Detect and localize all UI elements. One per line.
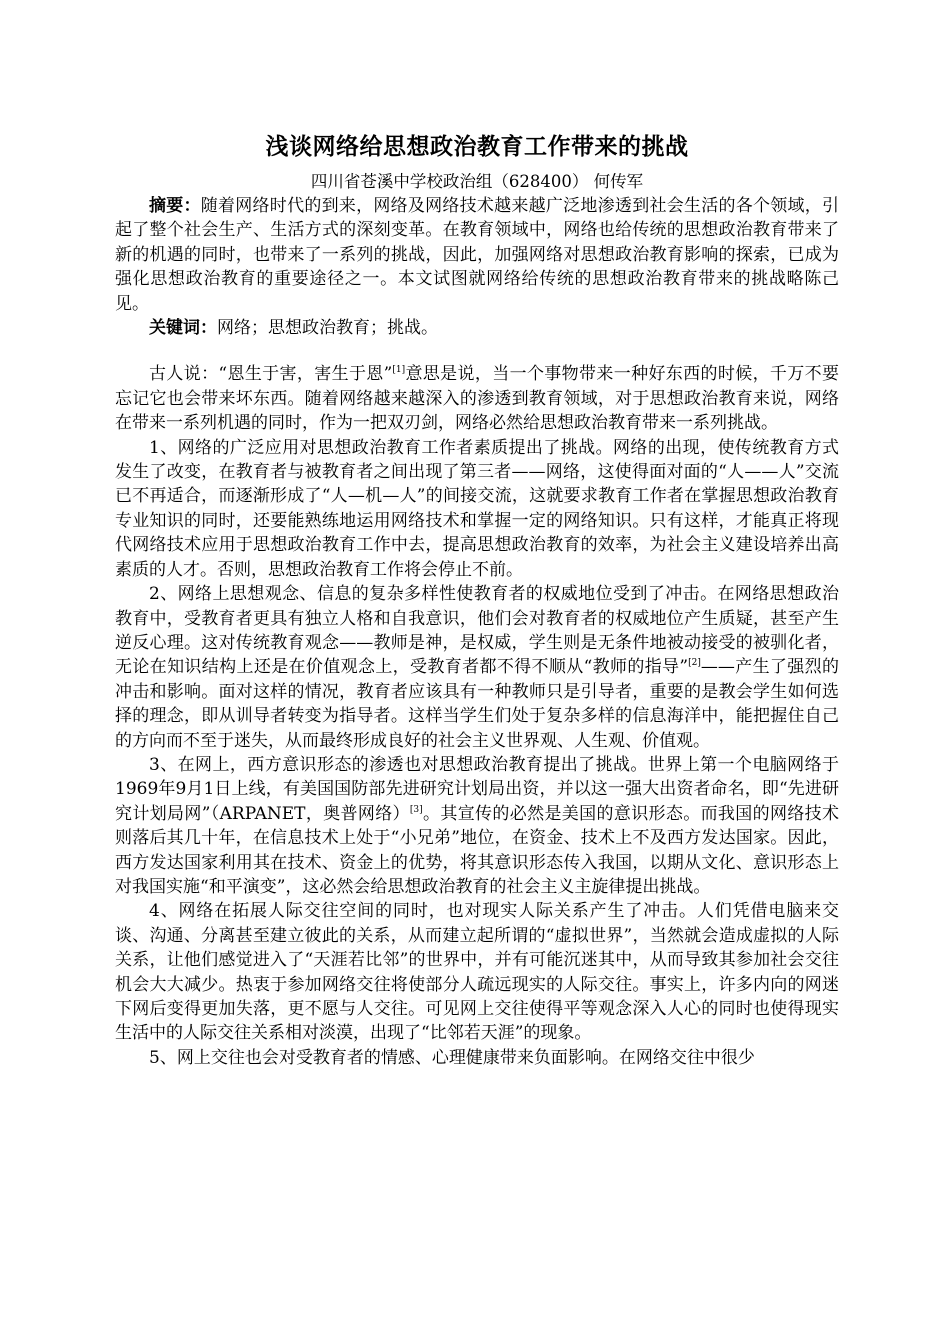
- paragraph-3-text-a: 3、在网上，西方意识形态的渗透也对思想政治教育提出了挑战。世界上第一个电脑网络于1969年9月1日上线，有美国国防部先进研究计划局出资，并以这一强大出资者命名，即“先进研究计划局网”（ARPANET，奥普网络）: [115, 754, 839, 824]
- paragraph-5: 5、网上交往也会对受教育者的情感、心理健康带来负面影响。在网络交往中很少: [149, 1047, 755, 1068]
- citation-ref-2: [2]: [688, 658, 701, 669]
- abstract-paragraph: [115, 194, 839, 316]
- paragraph-3-text-b: 。其宣传的必然是美国的意识形态。而我国的网络技术则落后其几十年，在信息技术上处于“小兄弟”地位，在资金、技术上不及西方发达国家。因此，西方发达国家利用其在技术、资金上的优势，将其意识形态传入我国，以期从文化、意识形态上对我国实施“和平演变”，这必然会给思想政治教育的社会主义主旋律提出挑战。: [115, 803, 840, 897]
- paragraph-2-text-b: ——产生了强烈的冲击和影响。面对这样的情况，教育者应该具有一种教师只是引导者，重要的是教会学生如何选择的理念，即从训导者转变为指导者。这样当学生们处于复杂多样的信息海洋中，能把握住自己的方向而不至于迷失，从而最终形成良好的社会主义世界观、人生观、价值观。: [115, 657, 839, 751]
- intro-paragraph: [115, 362, 839, 435]
- document-page: [115, 130, 839, 1070]
- intro-text-a: 古人说：“恩生于害，害生于恩”: [149, 364, 393, 385]
- keywords-label: 关键词：: [149, 318, 217, 339]
- abstract-label: 摘要：: [149, 196, 201, 216]
- keywords-paragraph: [115, 316, 839, 340]
- section-spacer: [115, 340, 839, 362]
- citation-ref-1: [1]: [392, 365, 406, 376]
- intro-text-b: 意思是说，当一个事物带来一种好东西的时候，千万不要忘记它也会带来坏东西。随着网络越来越深入的渗透到教育领域，对于思想政治教育来说，网络在带来一系列机遇的同时，作为一把双刃剑，网络必然给思想政治教育带来一系列挑战。: [115, 364, 839, 434]
- abstract-text: 随着网络时代的到来，网络及网络技术越来越广泛地渗透到社会生活的各个领域，引起了整个社会生产、生活方式的深刻变革。在教育领域中，网络也给传统的思想政治教育带来了新的机遇的同时，也带来了一系列的挑战，因此，加强网络对思想政治教育影响的探索，已成为强化思想政治教育的重要途径之一。本文试图就网络给传统的思想政治教育带来的挑战略陈己见。: [115, 196, 840, 314]
- citation-ref-3: [3]: [409, 804, 423, 815]
- paragraph-4: 4、网络在拓展人际交往空间的同时，也对现实人际关系产生了冲击。人们凭借电脑来交谈、沟通、分离甚至建立彼此的关系，从而建立起所谓的“虚拟世界”，当然就会造成虚拟的人际关系，让他们感觉进入了“天涯若比邻”的世界中，并有可能沉迷其中，从而导致其参加社会交往机会大大减少。热衷于参加网络交往将使部分人疏远现实的人际交往。事实上，许多内向的网迷下网后变得更加失落，更不愿与人交往。可见网上交往使得平等观念深入人心的同时也使得现实生活中的人际交往关系相对淡漠，出现了“比邻若天涯”的现象。: [115, 901, 839, 1044]
- paragraph-2: [115, 582, 839, 753]
- document-title: 浅谈网络给思想政治教育工作带来的挑战: [265, 134, 689, 160]
- paragraph-1: 1、网络的广泛应用对思想政治教育工作者素质提出了挑战。网络的出现，使传统教育方式发生了改变，在教育者与被教育者之间出现了第三者——网络，这使得面对面的“人——人”交流已不再适合，而逐渐形成了“人—机—人”的间接交流，这就要求教育工作者在掌握思想政治教育专业知识的同时，还要能熟练地运用网络技术和掌握一定的网络知识。只有这样，才能真正将现代网络技术应用于思想政治教育工作中去，提高思想政治教育的效率，为社会主义建设培养出高素质的人才。否则，思想政治教育工作将会停止不前。: [115, 437, 839, 580]
- paragraph-3: [115, 753, 839, 899]
- author-line: 四川省苍溪中学校政治组（628400） 何传军: [310, 172, 644, 191]
- keywords-text: 网络；思想政治教育；挑战。: [217, 318, 438, 339]
- paragraph-2-text-a: 2、网络上思想观念、信息的复杂多样性使教育者的权威地位受到了冲击。在网络思想政治教育中，受教育者更具有独立人格和自我意识，他们会对教育者的权威地位产生质疑，甚至产生逆反心理。这对传统教育观念——教师是神，是权威，学生则是无条件地被动接受的被驯化者，无论在知识结构上还是在价值观念上，受教育者都不得不顺从“教师的指导”: [115, 584, 839, 678]
